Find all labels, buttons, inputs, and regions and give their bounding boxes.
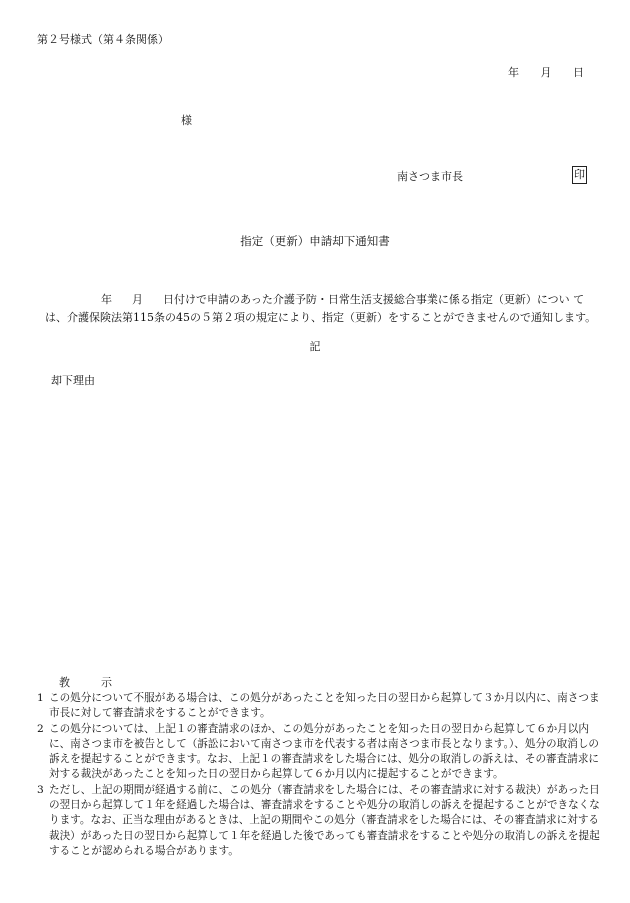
instruction-item [37,691,607,722]
instruction-number: 2 [37,722,44,735]
document-title: 指定（更新）申請却下通知書 [240,234,390,248]
addressee-honorific: 様 [181,114,192,127]
instructions-heading: 教 示 [59,676,122,689]
instructions-list [37,691,607,859]
body-month-label: 月 [132,293,143,306]
body-line1-text: 日付けで申請のあった介護予防・日常生活支援総合事業に係る指定（更新）につい て [163,293,585,306]
instruction-number: 1 [37,692,44,704]
instruction-item [37,783,607,859]
seal-mark: 印 [572,166,587,184]
instruction-number: 3 [37,783,44,796]
instruction-text: ただし、上記の期間が経過する前に、この処分（審査請求をした場合には、その審査請求に対する裁決）があった日の翌日から起算して１年を経過した場合は、審査請求をすることや処分の取消しの訴えを提起することができなくなります。なお、正当な理由があるときは、上記の期間やこの処分（審査請求をした場合には、その審査請求に対する裁決）があった日の翌日から起算して１年を経過した後であっても審査請求をすることや処分の取消しの訴えを提起することが認められる場合があります。 [49,783,600,857]
form-number: 第２号様式（第４条関係） [37,33,169,46]
rejection-reason-label: 却下理由 [51,374,95,387]
notice-body [37,291,607,327]
notice-body-line-2: は、介護保険法第115条の45の５第２項の規定により、指定（更新）をすることができませんので通知します。 [45,311,597,324]
instruction-item [37,722,607,783]
sender-name: 南さつま市長 [397,170,463,183]
date-day-label: 日 [573,66,584,79]
instruction-text: この処分について不服がある場合は、この処分があったことを知った日の翌日から起算して３か月以内に、南さつま市長に対して審査請求をすることができます。 [49,692,600,720]
date-line [508,66,584,79]
date-year-label: 年 [508,66,519,79]
ki-marker: 記 [309,340,321,353]
notice-body-line-1 [37,291,607,309]
body-year-label: 年 [101,293,112,306]
instruction-text: この処分については、上記１の審査請求のほか、この処分があったことを知った日の翌日から起算して６か月以内に、南さつま市を被告として（訴訟において南さつま市を代表する者は南さつま市長となります。）、処分の取消しの訴えを提起することができます。なお、上記１の審査請求をした場合には、処分の取消しの訴えは、その審査請求に対する裁決があったことを知った日の翌日から起算して６か月以内に提起することができます。 [49,722,600,781]
date-month-label: 月 [540,66,552,79]
